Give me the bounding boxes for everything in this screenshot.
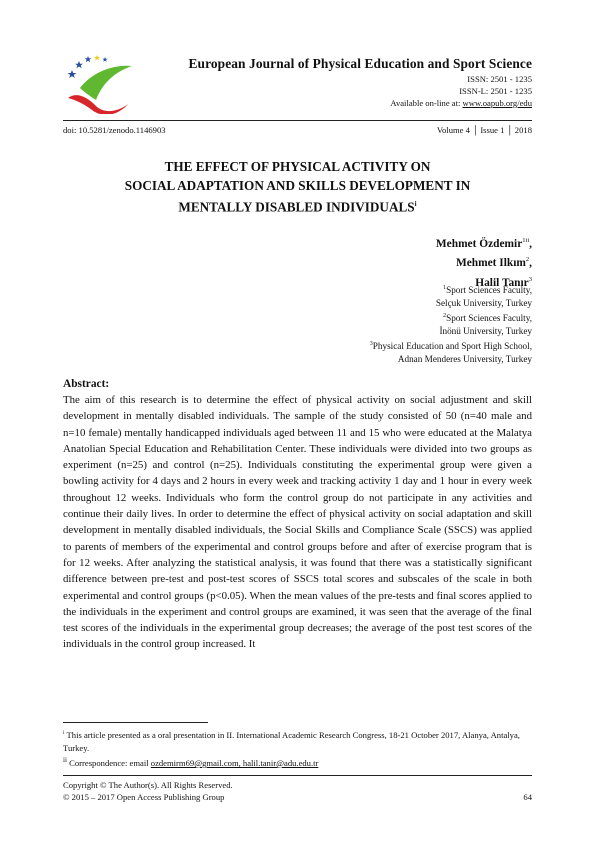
affiliation-line: Adnan Menderes University, Turkey [397,354,532,365]
author-name: Mehmet Ilkım [455,257,526,270]
affiliation-text: Sport Sciences Faculty, [446,285,532,296]
journal-logo-icon [62,52,134,114]
title-line-1: THE EFFECT OF PHYSICAL ACTIVITY ON [164,159,431,174]
footnote-1 [63,727,532,755]
journal-title: European Journal of Physical Education and Sport Science [188,56,532,71]
footnote-divider [63,722,208,723]
logo-green-wave [80,66,132,100]
affiliation-line [370,282,532,297]
affiliation-line: İnönü University, Turkey [439,326,532,337]
title-footnote-mark: i [414,200,417,208]
footnote-mark: ii [63,756,67,764]
footnote-mark: i [63,730,65,736]
footnote-text: This article presented as a oral presentation in II. International Academic Research Congress, 18-21 October 2017, Alanya, Antalya, Turkey. [63,729,520,753]
abstract-body: The aim of this research is to determine the effect of physical activity on social adjustment and skill development in mentally disabled individuals. The sample of the study consisted of 50 (n=40 male and n=10 female) mentally handicapped individuals aged between 11 and 15 who were educated at the Malatya Anatolian Special Education and Rehabilitation Center. These individuals were divided into two groups as experiment (n=25) and control (n=25). Individuals constituting the experimental group were given a bowling activity for 4 days and 2 hours in every week and tracking activity 1 day and 1 hour in every week throughout 12 weeks. Individuals who form the control group do not participate in any activities and continue their daily lives. In order to determine the effect of physical activity on social adaptation and skill development in mentally disabled individuals, the Social Skills and Compliance Scale (SSCS) was applied to parents of members of the experimental and control groups before and after of exercise program that is for 12 weeks. After analyzing the statistical analysis, it was found that there was a statistically significant difference between pre-test and post-test scores of SSCS total scores and subscales of the scale in both experimental and control groups (p<0.05). When the mean values of the pre-tests and final scores applied to the individuals in the experiment and control groups are examined, it was seen that the average of the final test scores of the individuals in the experimental group decreases; the average of the post test scores of the individuals in the control group increased. It [63,394,532,651]
author-name: Halil Tanır [475,276,529,289]
title-line-3 [63,195,532,216]
affiliation-text: Physical Education and Sport High School, [372,341,532,352]
affiliation-sup: 3 [369,341,373,348]
abstract-heading: Abstract: [63,378,110,390]
volume-issue: Volume 4 │ Issue 1 │ 2018 [436,125,532,135]
copyright: Copyright © The Author(s). All Rights Reserved. [63,780,233,790]
correspondence-label: Correspondence: email [69,757,151,768]
logo-red-wave [68,95,128,114]
issn-l: ISSN-L: 2501 - 1235 [459,86,532,96]
article-title [63,157,532,216]
available-label: Available on-line at: [390,98,463,108]
author-name: Mehmet Özdemir [435,237,523,250]
author-sup: 3 [528,275,532,283]
affiliation-line [370,338,532,353]
available-online [390,98,532,108]
correspondence-footnote [63,756,318,768]
page-number: 64 [523,792,532,802]
doi[interactable]: doi: 10.5281/zenodo.1146903 [63,125,166,135]
issn: ISSN: 2501 - 1235 [467,74,532,84]
affiliation-sup: 2 [443,313,447,320]
footer-divider [63,775,532,776]
publisher-group: © 2015 – 2017 Open Access Publishing Group [63,792,225,802]
author-sep: , [529,257,532,270]
author-sup: 1ii [522,237,530,244]
journal-url-link[interactable]: www.oapub.org/edu [462,98,532,108]
affiliation-line: Selçuk University, Turkey [435,298,532,309]
affiliation-text: Sport Sciences Faculty, [446,313,532,324]
author [436,233,532,252]
correspondence-email-link[interactable]: ozdemirm69@gmail.com, halil.tanir@adu.edu.tr [150,757,319,768]
title-line-2: SOCIAL ADAPTATION AND SKILLS DEVELOPMENT IN [124,178,471,193]
header-divider [63,120,532,121]
affiliation-sup: 1 [443,285,447,291]
affiliations [370,282,532,366]
title-line-3-text: MENTALLY DISABLED INDIVIDUALS [178,199,415,215]
author-sep: , [529,237,532,250]
author [436,252,532,271]
author-sup: 2 [525,256,530,264]
affiliation-line [370,310,532,325]
